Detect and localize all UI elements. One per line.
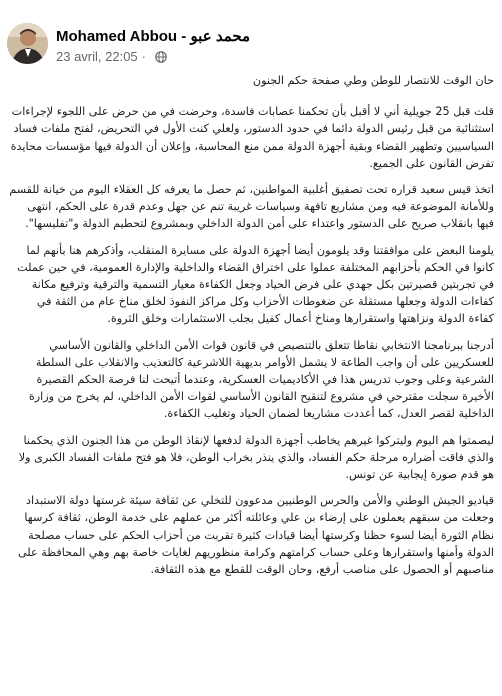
post-paragraph: قلت قبل 25 جويلية أني لا أقبل بأن تحكمنا عصابات فاسدة، وحرضت في من حرض على اللجوء لإجراءات استثنائية من قبل رئيس الدولة دائما في حدود الدستور، ولعلي كنت الأول في التحريض، لفتح ملفات فساد السياسيين وتطهير القضاء وبقية أجهزة الدولة ممن منع المحاسبة، وإعلان أن الدولة فيها مؤسسات محايدة تفرض القانون على الجميع. — [10, 105, 494, 170]
meta-separator: · — [141, 49, 147, 64]
post-paragraph: حان الوقت للانتصار للوطن وطي صفحة حكم الجنون — [252, 74, 494, 87]
avatar[interactable] — [7, 23, 48, 64]
post-paragraph: ليصمتوا هم اليوم وليتركوا غيرهم يخاطب أجهزة الدولة لدفعها لإنقاذ الوطن من هذا الجنون الذي يحكمنا والذي فاقت أضراره مرحلة حكم الفساد، والذي ينذر بخراب الوطن، فلا هو فتح ملفات الفساد الكبرى ولا هو قدم صورة إيجابية عن تونس. — [18, 433, 494, 482]
post-paragraph: قياديو الجيش الوطني والأمن والحرس الوطنيين مدعوون للتخلي عن ثقافة سيئة غرستها دولة الاستبداد وجعلت من سبقهم يعملون على إرضاء بن علي وعائلته أكثر من عملهم على خدمة الوطن، ثقافة كرسها نظام الثورة أيضا لسوء حظنا وكرستها أيضا قيادات كثيرة تقربت من أحزاب الحكم على حساب مصلحة الدولة وأمنها واستقرارها وعلى حساب كرامتهم وكرامة منظوريهم لغايات خاصة بهم وهي المحافظة على مناصبهم أو الحصول على مناصب أرفع، وحان الوقت للقطع مع هذه الثقافة. — [17, 494, 494, 577]
globe-icon[interactable] — [155, 51, 167, 63]
post-body — [8, 72, 494, 587]
post-paragraph: يلومنا البعض على موافقتنا وقد يلومون أيضا أجهزة الدولة على مسايرة المنقلب، وأذكرهم هنا بأنهم لما كانوا في الحكم بأحزابهم المختلفة عملوا على اختراق القضاء والداخلية والإدارة العمومية، في حين عملت في تجربتين قصيرتين بكل جهدي على فرض الحياد وجعل الكفاءة معيار التسمية والترقية وترفيع مكانة كفاءات الدولة وجعلها مستقلة عن ضغوطات الأحزاب وكل مراكز النفوذ لخلق مناخ عام من الثقة في كفاءة الدولة ونزاهتها واستقرارها ومناخ أعمال كفيل بجلب الاستثمارات وخلق الثروة. — [17, 243, 494, 326]
post-header — [0, 0, 502, 70]
author-name[interactable]: Mohamed Abbou - محمد عبو — [56, 28, 251, 45]
post-paragraph: اتخذ قيس سعيد قراره تحت تصفيق أغلبية المواطنين، ثم حصل ما يعرفه كل العقلاء اليوم من خيانة للقسم وللأمانة الموضوعة فيه ومن مشاريع تافهة وسياسات غريبة تنم عن جهل وعدم قدرة على الحكم، انتهى فيها بانقلاب صريح على الدستور واعتداء على أمن الدولة الداخلي وبمشروع لتحطيم الدولة و"تفليسها". — [9, 183, 494, 231]
post-timestamp[interactable]: 23 avril, 22:05 — [56, 49, 138, 64]
post-paragraph: أدرجنا ببرنامجنا الانتخابي نقاطا تتعلق بالتنصيص في قانون قوات الأمن الداخلي والقانون الأساسي للعسكريين على أن واجب الطاعة لا يشمل الأوامر بديهية اللاشرعية كالتعذيب والانقلاب على السلطة الشرعية وعلى وجوب تدريس هذا في الأكاديميات العسكرية، وعندما أتيحت لنا فرصة الحكم القصيرة الأخيرة سجلت مقترحي في مشروع لتنقيح القانون الأساسي لقوات الأمن الداخلي، لم يخرج من وزارة الداخلية لقصر العدل، كما أعددت مشاريعا لضمان الحياد وتغليب الكفاءة. — [28, 338, 494, 421]
post-meta — [56, 49, 167, 64]
